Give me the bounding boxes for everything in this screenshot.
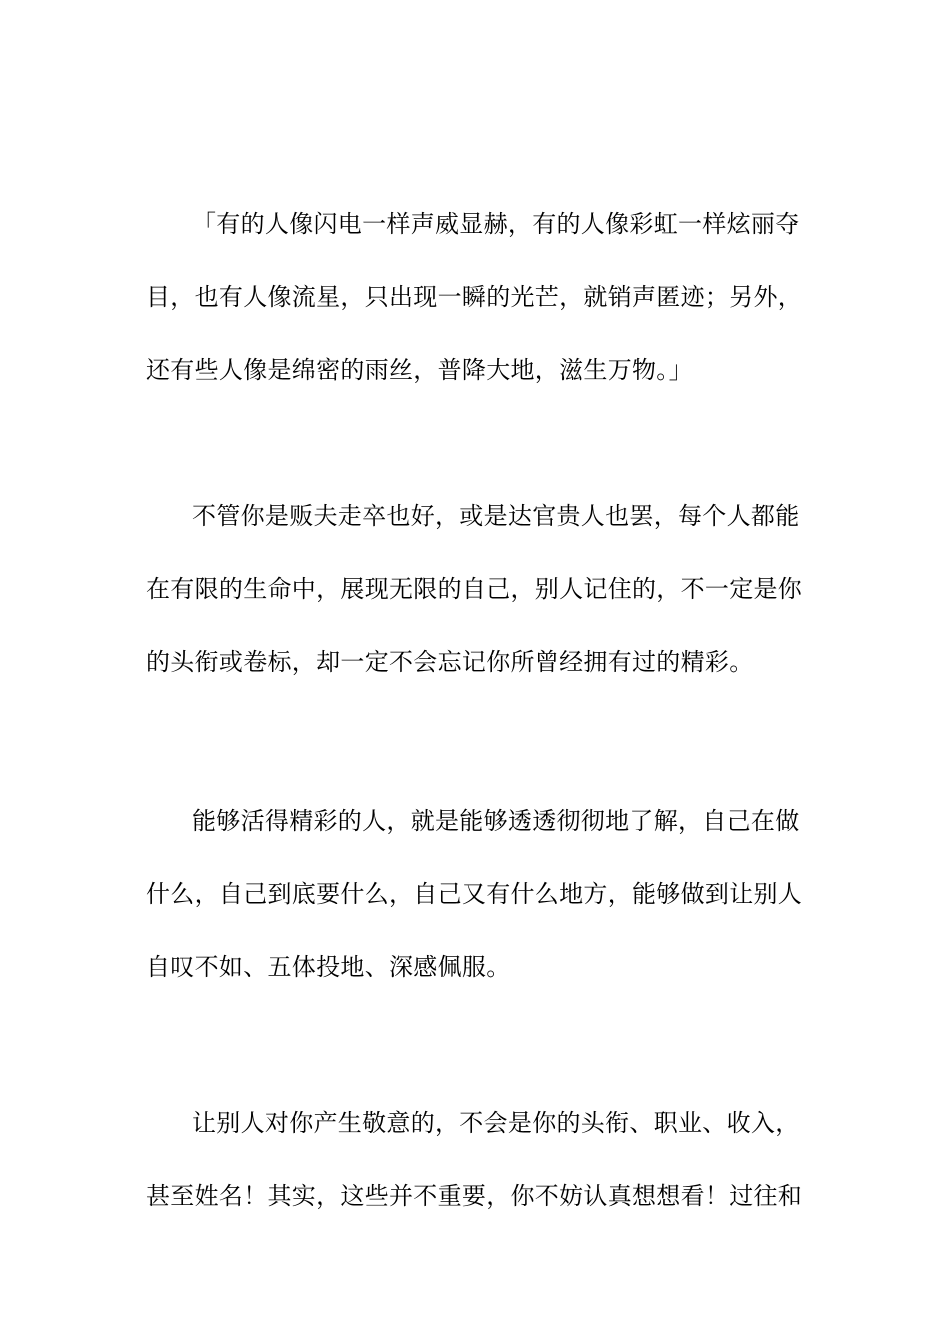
paragraph-line: 让别人对你产生敬意的，不会是你的头衔、职业、收入，	[192, 1109, 800, 1137]
paragraph-1	[146, 201, 806, 420]
paragraph-2	[146, 493, 806, 712]
paragraph-3	[146, 798, 806, 1017]
paragraph-line: 什么，自己到底要什么，自己又有什么地方，能够做到让别人	[146, 880, 803, 908]
paragraph-line: 「有的人像闪电一样声威显赫，有的人像彩虹一样炫丽夺	[192, 210, 800, 238]
paragraph-line: 的头衔或卷标，却一定不会忘记你所曾经拥有过的精彩。	[146, 648, 754, 676]
paragraph-line: 甚至姓名！其实，这些并不重要，你不妨认真想想看！过往和	[146, 1182, 803, 1210]
paragraph-line: 能够活得精彩的人，就是能够透透彻彻地了解，自己在做	[192, 807, 800, 835]
paragraph-line: 在有限的生命中，展现无限的自己，别人记住的，不一定是你	[146, 575, 803, 603]
paragraph-line: 自叹不如、五体投地、深感佩服。	[146, 953, 511, 981]
paragraph-4	[146, 1100, 806, 1246]
paragraph-line: 还有些人像是绵密的雨丝，普降大地，滋生万物。」	[146, 356, 693, 384]
paragraph-line: 目，也有人像流星，只出现一瞬的光芒，就销声匿迹；另外，	[146, 283, 803, 311]
paragraph-line: 不管你是贩夫走卒也好，或是达官贵人也罢，每个人都能	[192, 502, 800, 530]
